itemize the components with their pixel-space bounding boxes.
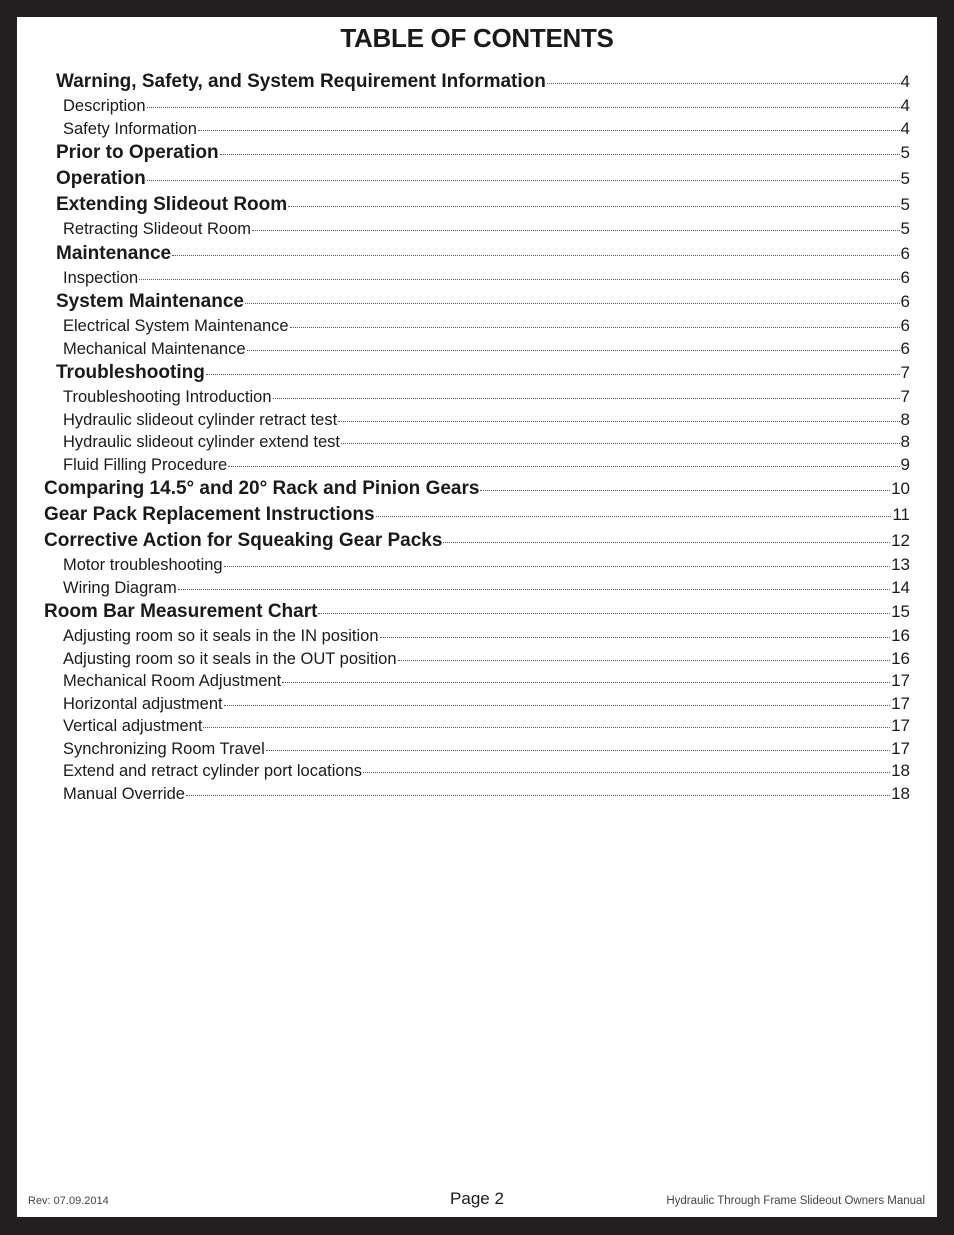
toc-entry-page: 6 — [900, 316, 910, 335]
manual-title: Hydraulic Through Frame Slideout Owners Manual — [666, 1195, 925, 1207]
toc-entry-page: 16 — [891, 648, 910, 668]
toc-entry-label: Inspection — [63, 268, 139, 287]
toc-entry-page: 18 — [891, 783, 910, 803]
toc-entry-page: 14 — [891, 577, 910, 597]
toc-entry-page: 17 — [891, 671, 910, 690]
toc-entry[interactable] — [17, 738, 937, 761]
toc-entry[interactable] — [17, 431, 937, 454]
toc-entry-label: Maintenance — [56, 242, 172, 264]
toc-entry-page: 8 — [900, 432, 910, 451]
dot-leader — [376, 516, 892, 517]
toc-entry[interactable] — [17, 95, 937, 118]
toc-entry-label: Vertical adjustment — [63, 717, 203, 735]
toc-entry-label: Fluid Filling Procedure — [63, 455, 228, 474]
toc-entry-label: Comparing 14.5° and 20° Rack and Pinion Gears — [44, 478, 480, 499]
toc-entry-page: 4 — [900, 72, 910, 91]
dot-leader — [282, 682, 890, 683]
dot-leader — [273, 398, 900, 399]
dot-leader — [398, 660, 891, 661]
toc-entry[interactable] — [17, 118, 937, 141]
dot-leader — [206, 374, 900, 375]
toc-entry[interactable] — [17, 241, 937, 267]
toc-entry-page: 5 — [900, 219, 910, 238]
dot-leader — [247, 350, 900, 351]
toc-entry[interactable] — [17, 360, 937, 386]
toc-entry-page: 17 — [891, 716, 910, 735]
toc-entry-page: 7 — [900, 387, 910, 406]
dot-leader — [224, 566, 890, 567]
toc-entry-label: Corrective Action for Squeaking Gear Packs — [44, 530, 443, 551]
dot-leader — [252, 230, 900, 231]
dot-leader — [224, 705, 891, 706]
toc-entry[interactable] — [17, 338, 937, 361]
toc-entry-label: Warning, Safety, and System Requirement Information — [56, 71, 546, 92]
toc-entry-label: Electrical System Maintenance — [63, 317, 289, 335]
revision-date: Rev: 07.09.2014 — [28, 1195, 109, 1207]
toc-entry-label: Room Bar Measurement Chart — [44, 601, 318, 622]
toc-entry-label: Hydraulic slideout cylinder retract test — [63, 410, 338, 429]
toc-entry-page: 6 — [900, 243, 910, 263]
toc-entry[interactable] — [17, 599, 937, 625]
toc-entry-label: Gear Pack Replacement Instructions — [44, 504, 375, 525]
toc-entry[interactable] — [17, 502, 937, 528]
toc-entry[interactable] — [17, 783, 937, 806]
toc-entry[interactable] — [17, 454, 937, 477]
toc-entry-page: 5 — [900, 195, 910, 214]
toc-entry-page: 5 — [900, 143, 910, 162]
toc-entry-page: 9 — [900, 454, 910, 474]
toc-entry-label: Prior to Operation — [56, 142, 219, 163]
toc-entry-label: Adjusting room so it seals in the OUT position — [63, 649, 397, 668]
toc-entry-label: Manual Override — [63, 784, 185, 803]
toc-entry[interactable] — [17, 625, 937, 648]
toc-entry-page: 16 — [891, 626, 910, 645]
toc-entry-page: 11 — [892, 505, 910, 524]
toc-entry[interactable] — [17, 693, 937, 716]
toc-entry[interactable] — [17, 192, 937, 218]
toc-entry-page: 10 — [891, 479, 910, 498]
toc-entry[interactable] — [17, 315, 937, 338]
toc-entry[interactable] — [17, 670, 937, 693]
toc-entry-label: Troubleshooting Introduction — [63, 388, 272, 406]
toc-entry[interactable] — [17, 715, 937, 738]
toc-entry[interactable] — [17, 648, 937, 671]
dot-leader — [341, 443, 900, 444]
table-of-contents — [17, 69, 937, 805]
dot-leader — [178, 589, 890, 590]
dot-leader — [245, 303, 900, 304]
toc-entry-label: Extend and retract cylinder port locations — [63, 762, 362, 780]
toc-entry-page: 4 — [900, 118, 910, 138]
toc-entry-label: Safety Information — [63, 119, 197, 138]
toc-entry-page: 6 — [900, 292, 910, 311]
toc-entry[interactable] — [17, 528, 937, 554]
toc-entry[interactable] — [17, 140, 937, 166]
toc-entry[interactable] — [17, 166, 937, 192]
toc-entry-page: 5 — [900, 169, 910, 188]
dot-leader — [147, 180, 900, 181]
toc-entry-page: 17 — [891, 693, 910, 713]
page-title: TABLE OF CONTENTS — [340, 23, 614, 53]
dot-leader — [480, 490, 890, 491]
dot-leader — [139, 279, 899, 280]
toc-entry-label: System Maintenance — [56, 291, 244, 312]
toc-entry[interactable] — [17, 218, 937, 241]
toc-entry[interactable] — [17, 69, 937, 95]
dot-leader — [363, 772, 890, 773]
toc-entry[interactable] — [17, 409, 937, 432]
dot-leader — [288, 206, 899, 207]
toc-entry[interactable] — [17, 289, 937, 315]
dot-leader — [338, 421, 899, 422]
toc-entry-label: Retracting Slideout Room — [63, 220, 252, 238]
dot-leader — [290, 327, 900, 328]
toc-entry-label: Extending Slideout Room — [56, 194, 288, 215]
toc-entry[interactable] — [17, 386, 937, 409]
dot-leader — [198, 130, 900, 131]
toc-entry-label: Wiring Diagram — [63, 578, 177, 597]
dot-leader — [443, 542, 890, 543]
toc-entry-page: 4 — [900, 96, 910, 115]
toc-entry-label: Troubleshooting — [56, 362, 205, 383]
toc-entry[interactable] — [17, 267, 937, 290]
dot-leader — [220, 154, 900, 155]
toc-entry-label: Description — [63, 97, 146, 115]
document-page — [17, 17, 937, 1217]
toc-entry-page: 12 — [891, 531, 910, 550]
page-number: Page 2 — [450, 1189, 504, 1208]
dot-leader — [186, 795, 890, 796]
dot-leader — [203, 727, 890, 728]
dot-leader — [228, 466, 899, 467]
toc-entry-label: Mechanical Maintenance — [63, 339, 246, 358]
dot-leader — [547, 83, 900, 84]
toc-entry-label: Adjusting room so it seals in the IN position — [63, 627, 379, 645]
dot-leader — [172, 255, 899, 256]
toc-entry-page: 18 — [891, 761, 910, 780]
toc-entry-page: 8 — [900, 409, 910, 429]
toc-entry[interactable] — [17, 760, 937, 783]
toc-entry[interactable] — [17, 476, 937, 502]
toc-entry[interactable] — [17, 577, 937, 600]
toc-entry-page: 17 — [891, 738, 910, 758]
toc-entry-page: 7 — [900, 363, 910, 382]
toc-entry-page: 6 — [900, 338, 910, 358]
dot-leader — [318, 613, 890, 614]
toc-entry-page: 13 — [891, 555, 910, 574]
dot-leader — [147, 107, 900, 108]
toc-entry-page: 15 — [891, 602, 910, 621]
dot-leader — [380, 637, 891, 638]
toc-entry-label: Operation — [56, 168, 146, 189]
toc-entry-label: Mechanical Room Adjustment — [63, 672, 282, 690]
toc-entry-page: 6 — [900, 267, 910, 287]
toc-entry-label: Horizontal adjustment — [63, 694, 223, 713]
toc-entry-label: Motor troubleshooting — [63, 556, 223, 574]
toc-entry-label: Hydraulic slideout cylinder extend test — [63, 433, 340, 451]
toc-entry[interactable] — [17, 554, 937, 577]
dot-leader — [266, 750, 890, 751]
toc-entry-label: Synchronizing Room Travel — [63, 739, 265, 758]
